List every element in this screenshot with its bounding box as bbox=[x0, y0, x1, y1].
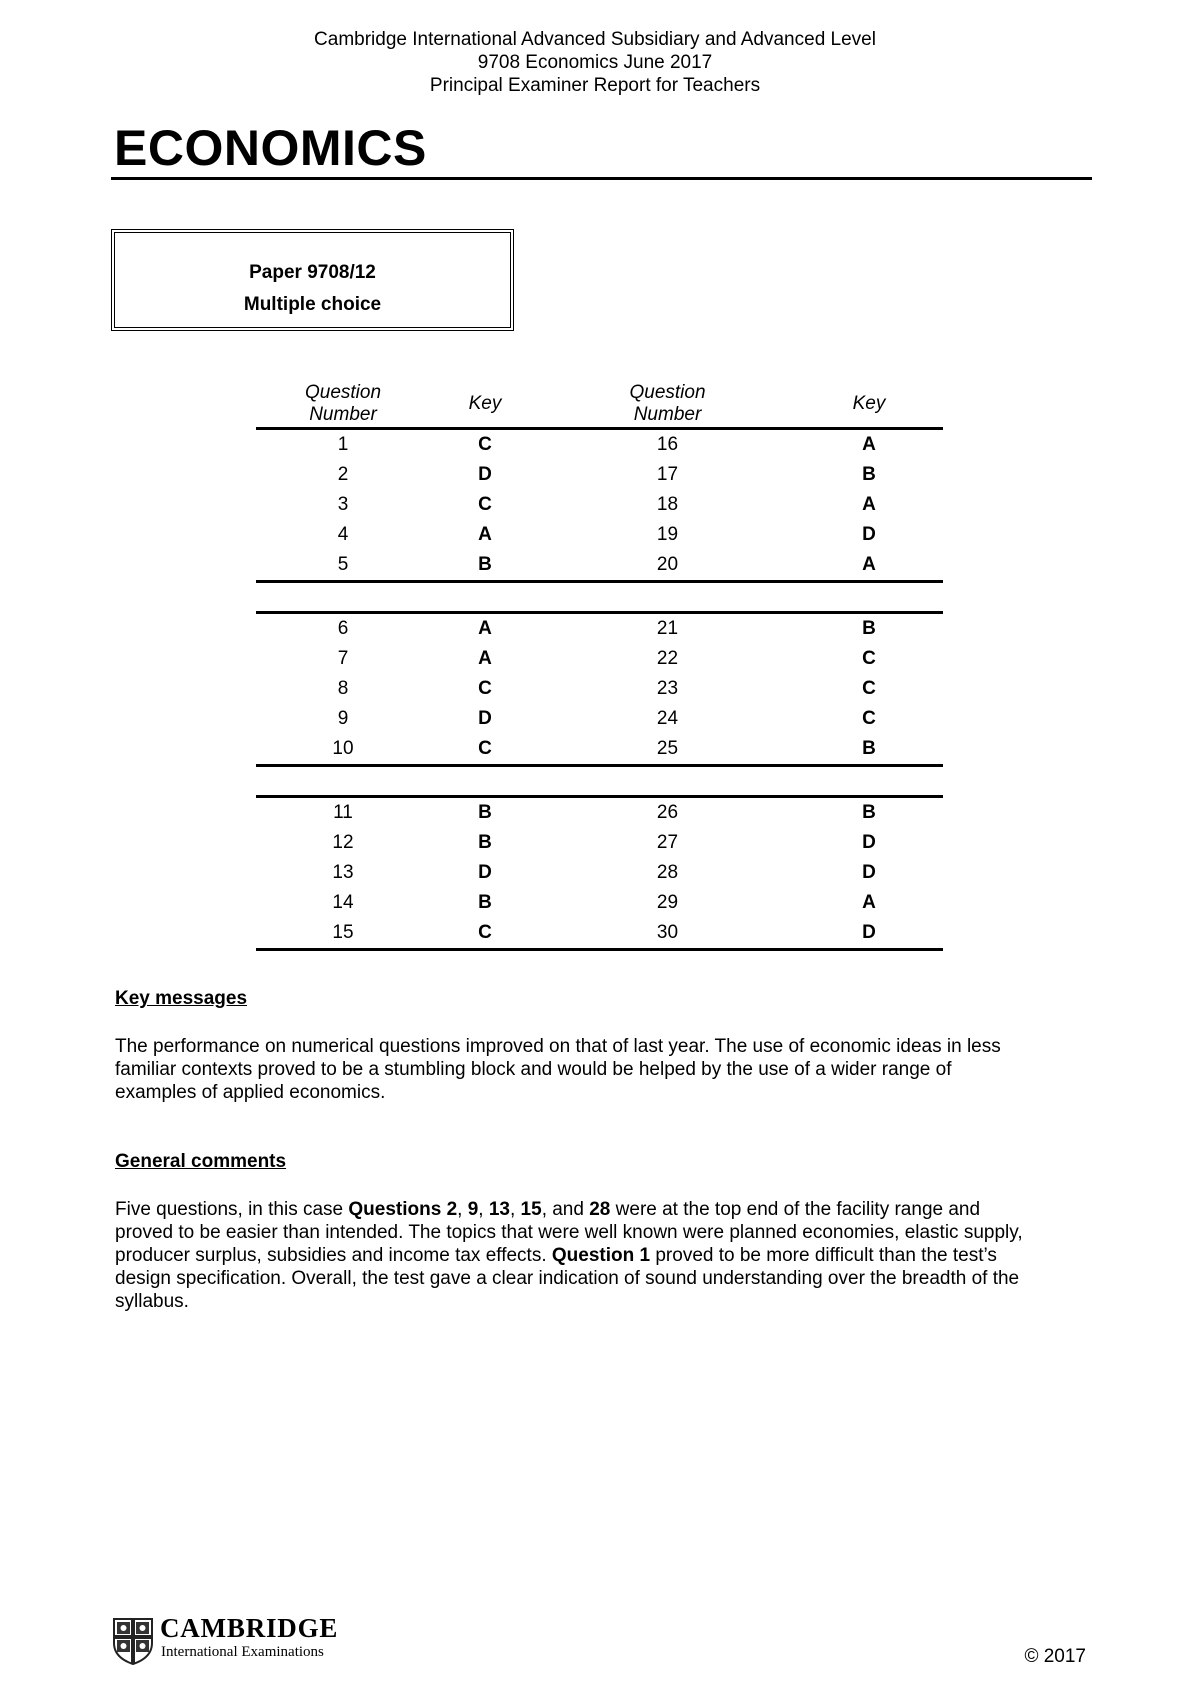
paper-type: Multiple choice bbox=[243, 294, 382, 315]
logo-subtitle: International Examinations bbox=[161, 1644, 324, 1660]
general-comments-heading: General comments bbox=[115, 1151, 287, 1172]
group-separator bbox=[256, 582, 943, 613]
table-row bbox=[256, 704, 943, 734]
key-messages-heading: Key messages bbox=[115, 988, 248, 1009]
question-number: 21 bbox=[656, 618, 679, 639]
question-number: 2 bbox=[337, 464, 349, 485]
question-number: 4 bbox=[337, 524, 349, 545]
question-number: 10 bbox=[332, 738, 354, 759]
answer-key-header-row bbox=[256, 381, 943, 429]
question-number: 23 bbox=[656, 678, 679, 699]
question-number: 13 bbox=[332, 862, 354, 883]
key-messages-paragraph bbox=[115, 1035, 1095, 1104]
answer-key: B bbox=[478, 554, 492, 575]
question-number: 26 bbox=[656, 802, 679, 823]
table-row bbox=[256, 644, 943, 674]
paragraph-line: producer surplus, subsidies and income tax effects. Question 1 proved to be more difficult than the test’s bbox=[115, 1245, 997, 1266]
column-header-question-number: Question Number bbox=[540, 381, 795, 429]
question-number: 30 bbox=[540, 918, 795, 950]
question-number: 12 bbox=[332, 832, 354, 853]
table-row bbox=[256, 888, 943, 918]
general-comments-paragraph bbox=[115, 1198, 1095, 1313]
paragraph-line: Five questions, in this case Questions 2, 9, 13, 15, and 28 were at the top end of the facility range and bbox=[115, 1199, 981, 1220]
paper-code: Paper 9708/12 bbox=[249, 262, 376, 283]
question-number: 1 bbox=[337, 434, 349, 455]
answer-key: B bbox=[478, 832, 492, 853]
question-number: 16 bbox=[656, 434, 679, 455]
question-number: 25 bbox=[656, 738, 679, 759]
page-title: ECONOMICS bbox=[114, 120, 427, 176]
answer-key: C bbox=[862, 708, 876, 729]
question-number: 18 bbox=[656, 494, 679, 515]
answer-key: D bbox=[478, 862, 492, 883]
question-number: 17 bbox=[656, 464, 679, 485]
table-row bbox=[256, 490, 943, 520]
cambridge-shield-icon bbox=[112, 1617, 154, 1665]
answer-key: C bbox=[478, 434, 492, 455]
paper-info-box bbox=[111, 229, 514, 331]
question-number: 27 bbox=[656, 832, 679, 853]
answer-key: C bbox=[430, 918, 540, 950]
question-number: 15 bbox=[256, 918, 430, 950]
question-number: 14 bbox=[332, 892, 354, 913]
table-row bbox=[256, 460, 943, 490]
answer-key: B bbox=[478, 802, 492, 823]
header-line-qualification: Cambridge International Advanced Subsidiary and Advanced Level bbox=[314, 29, 876, 50]
table-row bbox=[256, 429, 943, 461]
answer-key: A bbox=[862, 434, 876, 455]
answer-key: B bbox=[862, 738, 876, 759]
answer-key: C bbox=[862, 648, 876, 669]
table-row bbox=[256, 674, 943, 704]
column-header-key: Key bbox=[430, 381, 540, 429]
table-row bbox=[256, 520, 943, 550]
paragraph-line: syllabus. bbox=[115, 1291, 189, 1312]
answer-key: A bbox=[478, 648, 492, 669]
table-row bbox=[256, 858, 943, 888]
answer-key-table bbox=[256, 381, 943, 951]
question-number: 19 bbox=[656, 524, 679, 545]
answer-key: D bbox=[862, 524, 876, 545]
paragraph-line: proved to be easier than intended. The topics that were well known were planned economies, elastic supply, bbox=[115, 1222, 1023, 1243]
answer-key: D bbox=[862, 832, 876, 853]
answer-key: A bbox=[862, 554, 876, 575]
table-row bbox=[256, 797, 943, 829]
answer-key: B bbox=[478, 892, 492, 913]
question-number: 22 bbox=[656, 648, 679, 669]
question-number: 29 bbox=[656, 892, 679, 913]
answer-key: A bbox=[862, 892, 876, 913]
question-number: 28 bbox=[656, 862, 679, 883]
answer-key: B bbox=[862, 618, 876, 639]
question-number: 8 bbox=[337, 678, 349, 699]
table-row bbox=[256, 734, 943, 766]
question-number: 20 bbox=[656, 554, 679, 575]
answer-key: A bbox=[862, 494, 876, 515]
table-row bbox=[256, 613, 943, 645]
question-number: 9 bbox=[337, 708, 349, 729]
answer-key: B bbox=[862, 802, 876, 823]
paragraph-line: design specification. Overall, the test gave a clear indication of sound understanding over the breadth of the bbox=[115, 1268, 1020, 1289]
answer-key: C bbox=[862, 678, 876, 699]
answer-key: C bbox=[478, 494, 492, 515]
answer-key: C bbox=[478, 678, 492, 699]
paragraph-line: The performance on numerical questions improved on that of last year. The use of economic ideas in less bbox=[115, 1036, 1001, 1057]
answer-key: D bbox=[478, 708, 492, 729]
answer-key: B bbox=[862, 464, 876, 485]
answer-key: C bbox=[478, 738, 492, 759]
answer-key: D bbox=[862, 862, 876, 883]
column-header-question-number: Question Number bbox=[256, 381, 430, 429]
answer-key: D bbox=[795, 918, 943, 950]
logo-wordmark: CAMBRIDGE bbox=[160, 1613, 339, 1643]
answer-key: A bbox=[478, 618, 492, 639]
document-header bbox=[0, 28, 1190, 97]
header-line-report-type: Principal Examiner Report for Teachers bbox=[429, 75, 761, 96]
group-separator bbox=[256, 766, 943, 797]
question-number: 6 bbox=[337, 618, 349, 639]
answer-key: A bbox=[478, 524, 492, 545]
question-number: 5 bbox=[337, 554, 349, 575]
table-row bbox=[256, 828, 943, 858]
copyright-notice: © 2017 bbox=[1024, 1646, 1086, 1667]
column-header-key: Key bbox=[795, 381, 943, 429]
question-number: 7 bbox=[337, 648, 349, 669]
question-number: 24 bbox=[656, 708, 679, 729]
paragraph-line: familiar contexts proved to be a stumbling block and would be helped by the use of a wider range of bbox=[115, 1059, 952, 1080]
question-number: 3 bbox=[337, 494, 349, 515]
table-row bbox=[256, 918, 943, 950]
paragraph-line: examples of applied economics. bbox=[115, 1082, 386, 1103]
table-row bbox=[256, 550, 943, 582]
question-number: 11 bbox=[333, 802, 353, 823]
title-underline-rule bbox=[111, 177, 1092, 180]
answer-key: D bbox=[478, 464, 492, 485]
header-line-syllabus: 9708 Economics June 2017 bbox=[477, 52, 713, 73]
